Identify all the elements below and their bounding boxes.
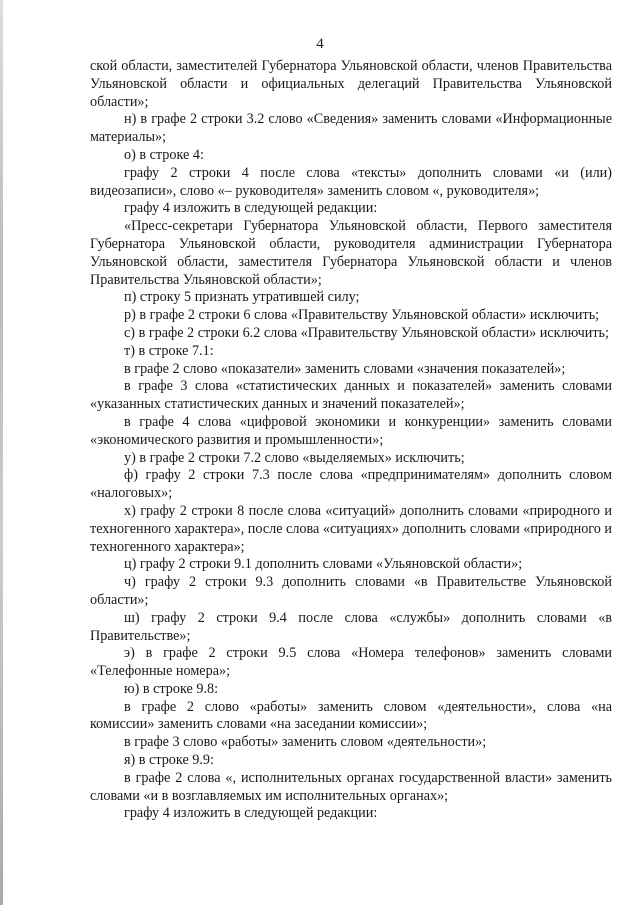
paragraph: «Пресс-секретари Губернатора Ульяновской области, Первого заместителя Губернатора Ульяновской области, руководителя администрации Губернатора Ульяновской области, заместителя Губернатора Ульяновской области и членов Правительства Ульяновской области»; [90,218,612,288]
paragraph: т) в строке 7.1: [124,342,214,359]
paragraph: в графе 4 слова «цифровой экономики и конкуренции» заменить словами «экономического развития и промышленности»; [90,413,612,448]
paragraph: э) в графе 2 строки 9.5 слова «Номера телефонов» заменить словами «Телефонные номера»; [90,645,612,680]
paragraph: в графе 3 слова «статистических данных и показателей» заменить словами «указанных статистических данных и значений показателей»; [90,378,612,413]
paragraph: графу 2 строки 4 после слова «тексты» дополнить словами «и (или) видеозаписи», слово «– руководителя» заменить словом «, руководителя»; [90,164,612,199]
paragraph: с) в графе 2 строки 6.2 слова «Правительству Ульяновской области» исключить; [124,324,609,341]
paragraph: о) в строке 4: [124,146,204,163]
document-body [90,58,612,823]
paragraph: в графе 2 слово «показатели» заменить словами «значения показателей»; [124,360,566,377]
paragraph: ской области, заместителей Губернатора Ульяновской области, членов Правительства Ульяновской области и официальных делегаций Правительства Ульяновской области»; [90,58,612,110]
paragraph: р) в графе 2 строки 6 слова «Правительству Ульяновской области» исключить; [124,307,600,324]
paragraph: ф) графу 2 строки 7.3 после слова «предпринимателям» дополнить словом «налоговых»; [90,467,612,502]
paragraph: у) в графе 2 строки 7.2 слово «выделяемых» исключить; [124,449,465,466]
paragraph: н) в графе 2 строки 3.2 слово «Сведения» заменить словами «Информационные материалы»; [90,111,612,146]
paragraph: ч) графу 2 строки 9.3 дополнить словами «в Правительстве Ульяновской области»; [90,574,612,608]
paragraph: графу 4 изложить в следующей редакции: [124,805,378,822]
paragraph: я) в строке 9.9: [124,752,214,769]
paragraph: п) строку 5 признать утратившей силу; [124,289,360,306]
paragraph: в графе 2 слова «, исполнительных органах государственной власти» заменить словами «и в возглавляемых им исполнительных органах»; [90,769,612,804]
page-number: 4 [316,36,324,52]
paragraph: х) графу 2 строки 8 после слова «ситуаций» дополнить словами «природного и техногенного характера», после слова «ситуациях» дополнить словами «природного и техногенного характера»; [90,502,612,555]
paragraph: ю) в строке 9.8: [124,680,219,697]
scan-edge [0,0,3,905]
paragraph: ш) графу 2 строки 9.4 после слова «службы» дополнить словами «в Правительстве»; [90,609,612,644]
paragraph: в графе 2 слово «работы» заменить словом «деятельности», слова «на комиссии» заменить словами «на заседании комиссии»; [90,698,612,733]
paragraph: в графе 3 слово «работы» заменить словом «деятельности»; [124,734,487,751]
paragraph: ц) графу 2 строки 9.1 дополнить словами «Ульяновской области»; [124,556,523,573]
paragraph: графу 4 изложить в следующей редакции: [124,200,378,217]
